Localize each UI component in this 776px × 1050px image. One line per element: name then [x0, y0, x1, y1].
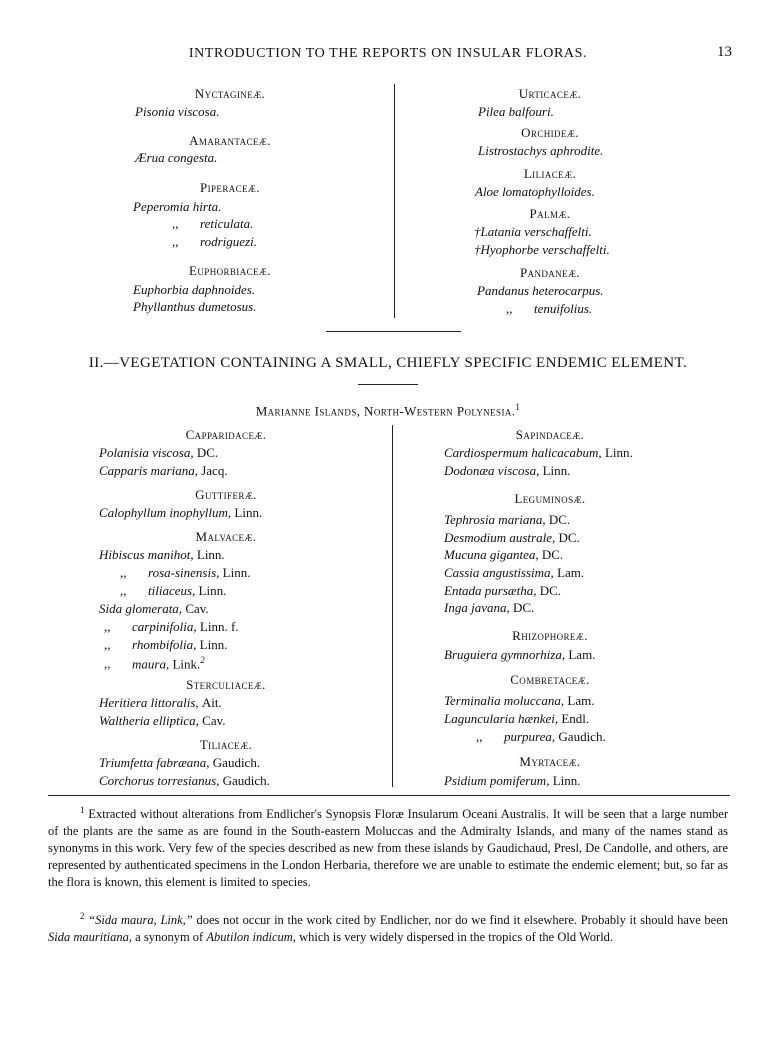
family-guttiferae: Guttiferæ. — [195, 487, 257, 502]
ditto-mark: ,, — [172, 216, 179, 231]
species-listrostachys-aphrodite: Listrostachys aphrodite. — [478, 143, 604, 158]
species-desmodium-australe: Desmodium australe, DC. — [444, 530, 580, 545]
footnote-1: $^1$ Extracted without alterations from Endlicher's Synopsis Floræ Insularum Oceani Australis. It will be seen that a large number of the plants are the same as are found in the South-eastern Moluccas and the Admiralty Islands, and many of the names stand as synonyms in this work. Very few of the species described as new from these islands by Gaudichaud, Presl, De Candolle, and others, are represented by authenticated specimens in the London Herbaria, therefore we are unable to estimate the endemic element; but, so far as the flora is known, this element is limited to species. — [48, 805, 729, 890]
species-peperomia-rodriguezi: ,, rodriguezi. — [172, 234, 257, 249]
family-orchideae: Orchideæ. — [521, 125, 579, 140]
footnote-2: $^2$ “Sida maura, Link,” does not occur in the work cited by Endlicher, nor do we find it elsewhere. Probably it should have been Sida mauritiana, a synonym of Abutilon indicum, which is very widely dispersed in the tropics of the Old World. — [48, 911, 729, 945]
species-dodonaea-viscosa: Dodonæa viscosa, Linn. — [444, 463, 571, 478]
family-palmae: Palmæ. — [529, 206, 571, 221]
family-liliaceae: Liliaceæ. — [523, 166, 577, 181]
family-piperaceae: Piperaceæ. — [200, 180, 260, 195]
family-sapindaceae: Sapindaceæ. — [515, 427, 585, 442]
family-urticaceae: Urticaceæ. — [518, 86, 582, 101]
species-inga-javana: Inga javana, DC. — [444, 600, 535, 615]
ditto-mark: ,, — [172, 234, 179, 249]
species-mucuna-gigantea: Mucuna gigantea, DC. — [444, 547, 564, 562]
species-peperomia-reticulata: ,, reticulata. — [172, 216, 254, 231]
species-aerua-congesta: Ærua congesta. — [135, 150, 218, 165]
region-subtitle: Marianne Islands, North-Western Polynesia.$^1$ — [255, 402, 521, 419]
ditto-mark: ,, — [120, 583, 127, 598]
species-pandanus-heterocarpus: Pandanus heterocarpus. — [477, 283, 604, 298]
footnote-ref-1: 1 — [515, 402, 521, 412]
species-cardiospermum-halicacabum: Cardiospermum halicacabum, Linn. — [444, 445, 633, 460]
species-sida-carpinifolia: ,, carpinifolia, Linn. f. — [104, 619, 239, 634]
species-laguncularia-purpurea: ,, purpurea, Gaudich. — [476, 729, 606, 744]
family-euphorbiaceae: Euphorbiaceæ. — [189, 263, 271, 278]
species-corchorus-torresianus: Corchorus torresianus, Gaudich. — [99, 773, 270, 788]
running-header: INTRODUCTION TO THE REPORTS ON INSULAR FLORAS. — [188, 46, 588, 61]
lower-column-divider — [392, 425, 393, 787]
family-rhizophoreae: Rhizophoreæ. — [512, 628, 588, 643]
section-rule — [358, 384, 418, 385]
species-phyllanthus-dumetosus: Phyllanthus dumetosus. — [133, 299, 257, 314]
species-pilea-balfouri: Pilea balfouri. — [478, 104, 554, 119]
species-euphorbia-daphnoides: Euphorbia daphnoides. — [133, 282, 256, 297]
family-capparidaceae: Capparidaceæ. — [185, 427, 267, 442]
species-pandanus-tenuifolius: ,, tenuifolius. — [506, 301, 593, 316]
species-capparis-mariana: Capparis mariana, Jacq. — [99, 463, 228, 478]
species-hyophorbe-verschaffelti: †Hyophorbe verschaffelti. — [474, 242, 610, 257]
species-triumfetta-fabraeana: Triumfetta fabræana, Gaudich. — [99, 755, 261, 770]
family-leguminosae: Leguminosæ. — [514, 491, 586, 506]
footnote-1-mark: 1 — [80, 805, 85, 815]
species-waltheria-elliptica: Waltheria elliptica, Cav. — [99, 713, 226, 728]
species-peperomia-hirta: Peperomia hirta. — [133, 199, 222, 214]
species-sida-maura: ,, maura, Link.$^2$ — [104, 655, 205, 672]
species-hibiscus-manihot: Hibiscus manihot, Linn. — [99, 547, 225, 562]
species-calophyllum-inophyllum: Calophyllum inophyllum, Linn. — [99, 505, 263, 520]
family-malvaceae: Malvaceæ. — [195, 529, 257, 544]
species-hibiscus-rosa-sinensis: ,, rosa-sinensis, Linn. — [120, 565, 251, 580]
species-sida-glomerata: Sida glomerata, Cav. — [99, 601, 209, 616]
species-polanisia-viscosa: Polanisia viscosa, DC. — [99, 445, 219, 460]
species-tephrosia-mariana: Tephrosia mariana, DC. — [444, 512, 571, 527]
species-sida-rhombifolia: ,, rhombifolia, Linn. — [104, 637, 228, 652]
family-tiliaceae: Tiliaceæ. — [199, 737, 253, 752]
species-latania-verschaffelti: †Latania verschaffelti. — [474, 224, 592, 239]
species-psidium-pomiferum: Psidium pomiferum, Linn. — [444, 773, 581, 788]
family-combretaceae: Combretaceæ. — [510, 672, 590, 687]
ditto-mark: ,, — [476, 729, 483, 744]
species-aloe-lomatophylloides: Aloe lomatophylloides. — [475, 184, 595, 199]
species-heritiera-littoralis: Heritiera littoralis, Ait. — [99, 695, 222, 710]
species-pisonia-viscosa: Pisonia viscosa. — [135, 104, 220, 119]
species-laguncularia-haenkei: Laguncularia hænkei, Endl. — [444, 711, 590, 726]
family-myrtaceae: Myrtaceæ. — [519, 754, 581, 769]
family-pandaneae: Pandaneæ. — [519, 265, 581, 280]
species-hibiscus-tiliaceus: ,, tiliaceus, Linn. — [120, 583, 227, 598]
ditto-mark: ,, — [104, 637, 111, 652]
page-number: 13 — [717, 44, 732, 60]
family-nyctagineae: Nyctagineæ. — [194, 86, 266, 101]
family-amarantaceae: Amarantaceæ. — [189, 133, 271, 148]
ditto-mark: ,, — [120, 565, 127, 580]
footnote-rule — [48, 795, 730, 796]
upper-column-divider — [394, 84, 395, 318]
species-bruguiera-gymnorhiza: Bruguiera gymnorhiza, Lam. — [444, 647, 596, 662]
upper-rule — [326, 331, 461, 332]
ditto-mark: ,, — [104, 656, 111, 672]
species-cassia-angustissima: Cassia angustissima, Lam. — [444, 565, 585, 580]
ditto-mark: ,, — [104, 619, 111, 634]
species-entada-pursaetha: Entada pursætha, DC. — [444, 583, 562, 598]
section-title: II.—VEGETATION CONTAINING A SMALL, CHIEFLY SPECIFIC ENDEMIC ELEMENT. — [88, 355, 688, 371]
footnote-ref-2: 2 — [200, 655, 205, 665]
family-sterculiaceae: Sterculiaceæ. — [186, 677, 266, 692]
footnote-2-mark: 2 — [80, 911, 85, 921]
species-terminalia-moluccana: Terminalia moluccana, Lam. — [444, 693, 595, 708]
ditto-mark: ,, — [506, 301, 513, 316]
